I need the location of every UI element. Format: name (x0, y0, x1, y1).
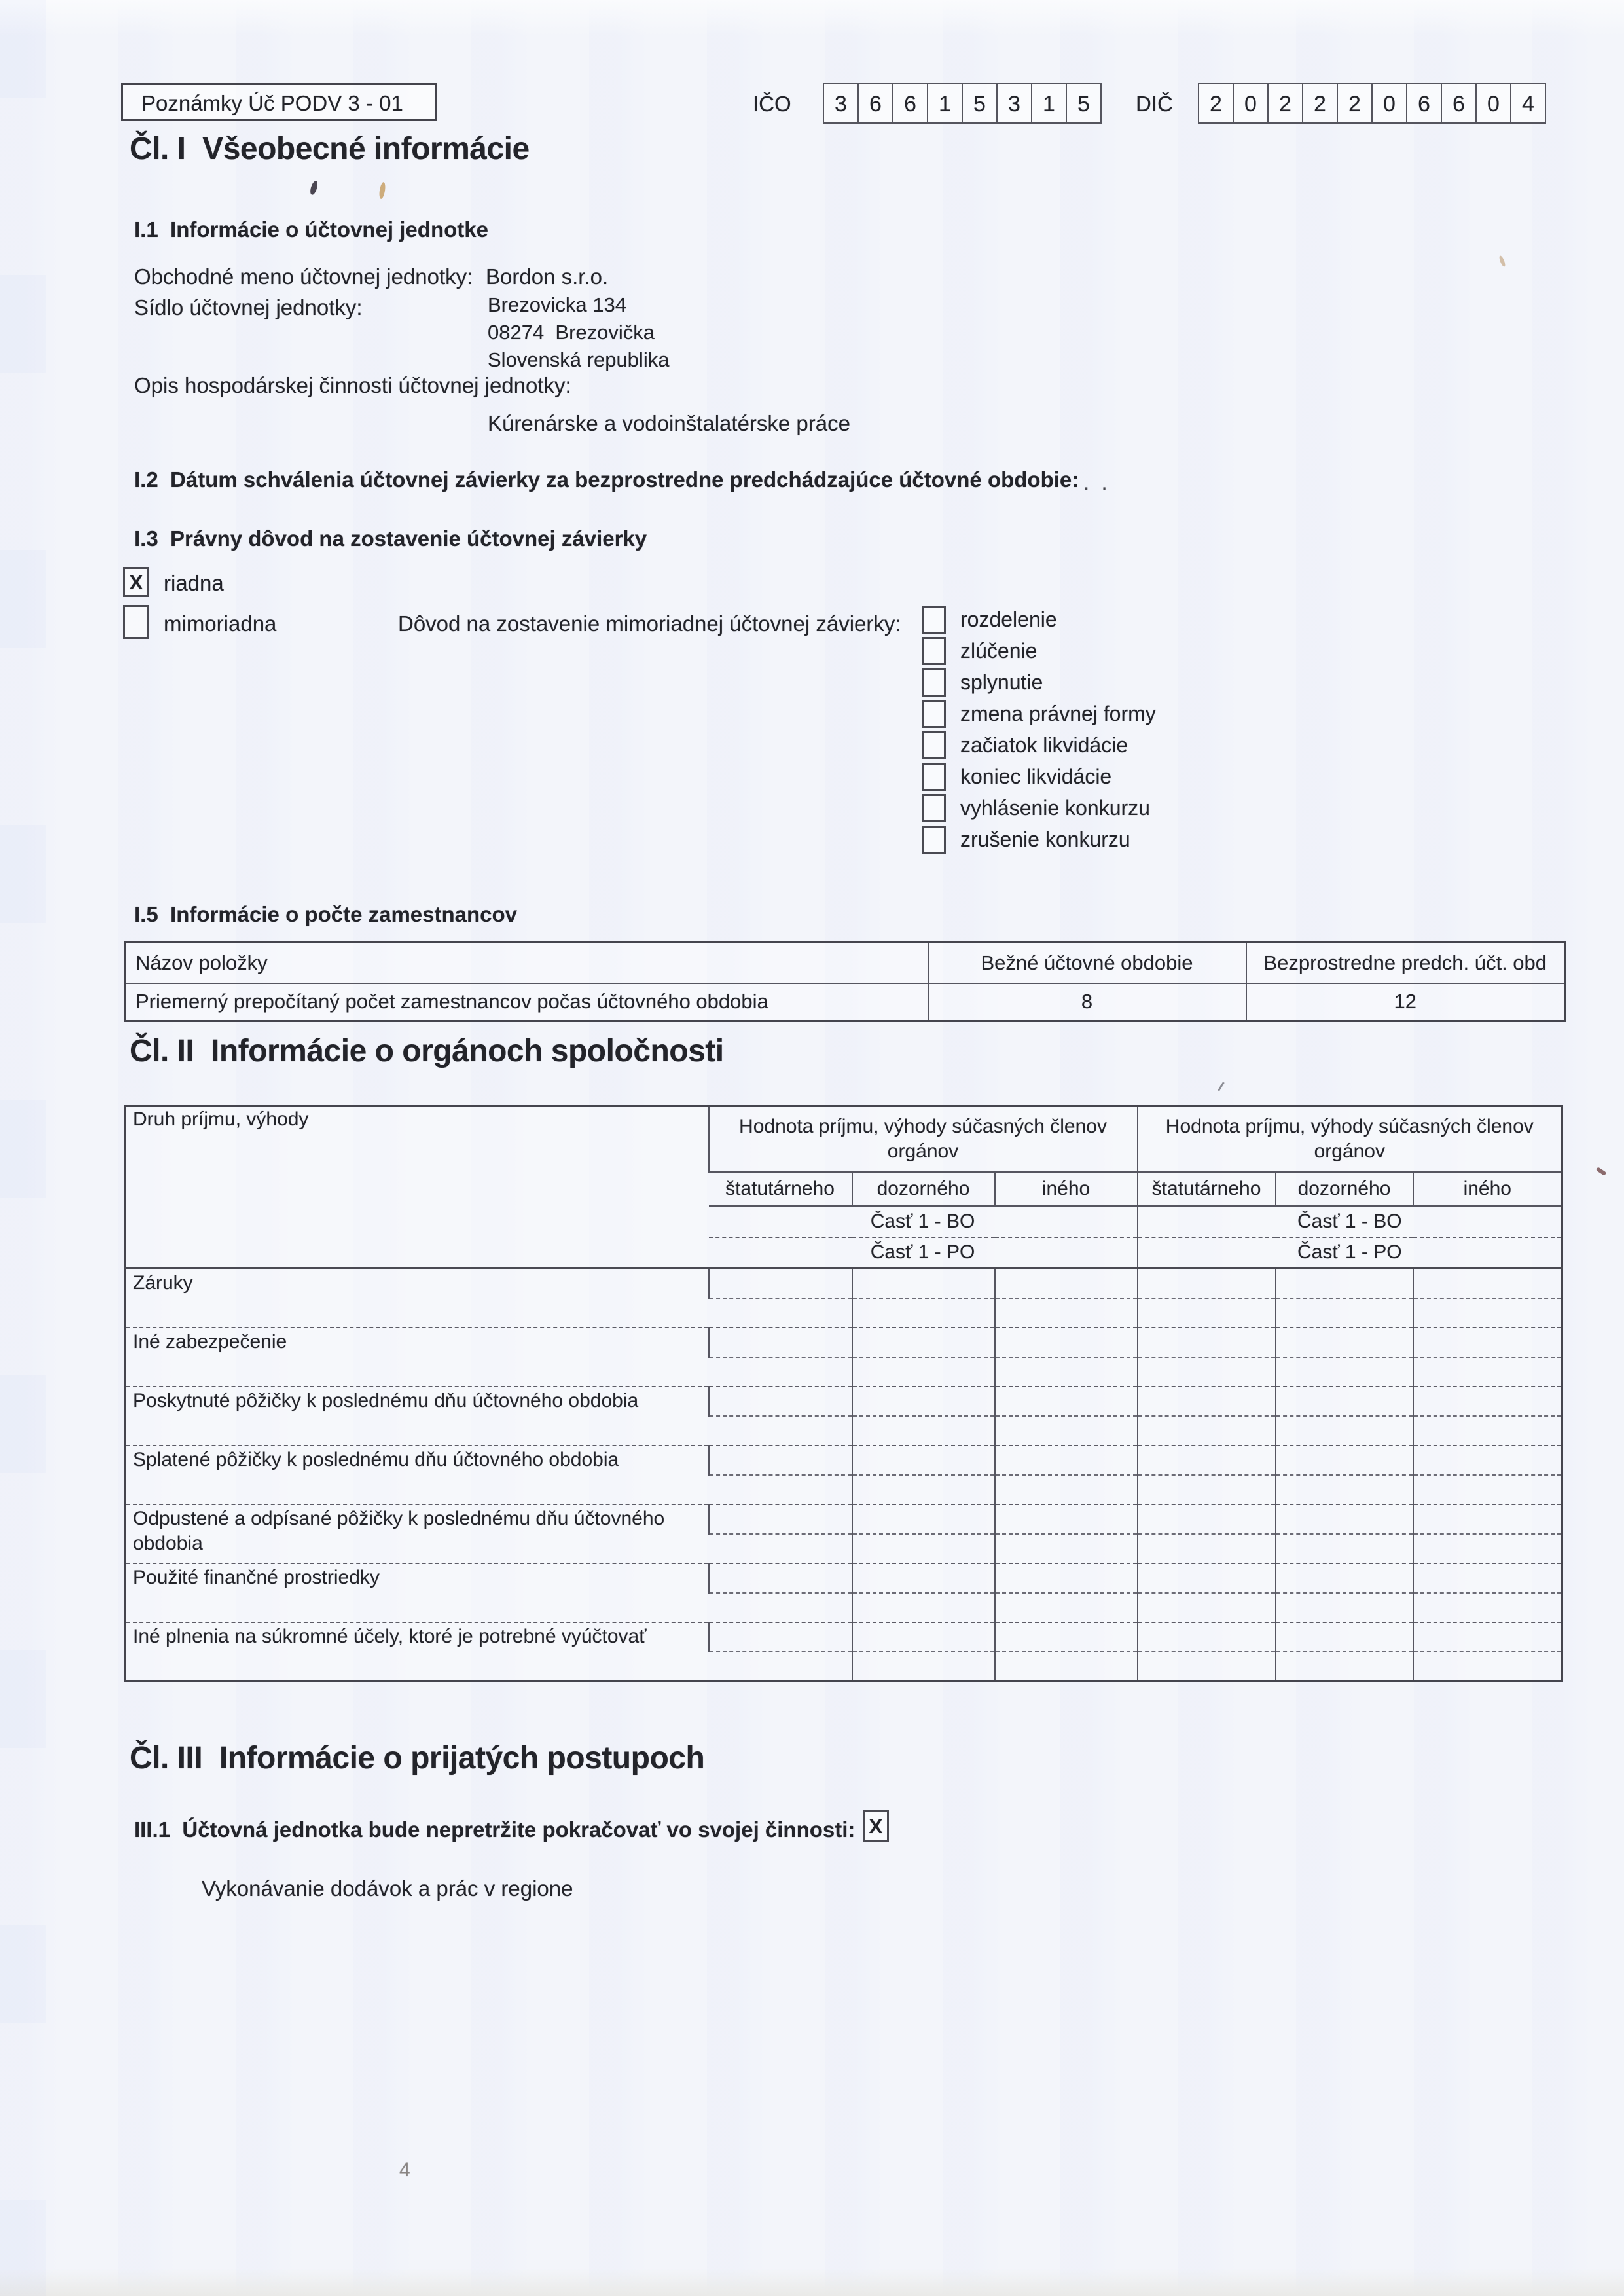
empty-cell (1276, 1475, 1413, 1504)
seat-line: Brezovicka 134 (488, 293, 626, 316)
empty-cell (1138, 1328, 1276, 1357)
tan-fleck-artifact (378, 182, 386, 200)
empty-cell (995, 1504, 1138, 1534)
empty-cell (709, 1534, 852, 1563)
sub-header: dozorného (1276, 1172, 1413, 1206)
table-row (126, 1622, 1562, 1652)
table-row (126, 1269, 1562, 1298)
seat-line: Slovenská republika (488, 348, 670, 371)
mimoriadna-checkbox (123, 605, 149, 639)
ico-digit-cell: 3 (823, 83, 859, 124)
empty-cell (1276, 1622, 1413, 1652)
section1-5-heading: I.5 Informácie o počte zamestnancov (134, 902, 518, 926)
empty-cell (709, 1387, 852, 1416)
empty-cell (1138, 1387, 1276, 1416)
empty-cell (1138, 1269, 1276, 1298)
ink-mark-artifact (309, 180, 318, 196)
sub-header: dozorného (852, 1172, 995, 1206)
reason-checkbox (922, 763, 946, 791)
reason-label: koniec likvidácie (960, 765, 1112, 788)
row-label: Záruky (126, 1269, 709, 1328)
empty-cell (1138, 1622, 1276, 1652)
empty-cell (1276, 1593, 1413, 1622)
empty-cell (852, 1622, 995, 1652)
empty-cell (1276, 1563, 1413, 1593)
employees-col2-header: Bežné účtovné obdobie (928, 943, 1246, 983)
ico-digit-cell: 6 (857, 83, 893, 124)
empty-cell (1413, 1269, 1562, 1298)
reason-row (922, 637, 1156, 665)
part-bo-label: Časť 1 - BO (1138, 1206, 1562, 1237)
empty-cell (1276, 1534, 1413, 1563)
row-label: Iné zabezpečenie (126, 1328, 709, 1387)
dic-digit-cell: 2 (1198, 83, 1234, 124)
empty-cell (852, 1446, 995, 1475)
reason-label: začiatok likvidácie (960, 733, 1128, 757)
row-label: Použité finančné prostriedky (126, 1563, 709, 1622)
reason-row (922, 700, 1156, 728)
section1-2-heading: I.2 Dátum schválenia účtovnej závierky za bezprostredne predchádzajúce účtovné obdobie: (134, 467, 1079, 492)
reason-checkbox (922, 826, 946, 854)
part-po-label: Časť 1 - PO (709, 1237, 1138, 1269)
dic-label: DIČ (1136, 92, 1173, 116)
riadna-label: riadna (164, 571, 224, 595)
pencil-page-mark: 4 (399, 2159, 410, 2181)
empty-cell (852, 1652, 995, 1681)
dic-digit-cell: 0 (1475, 83, 1511, 124)
empty-cell (1276, 1446, 1413, 1475)
dic-digit-cell: 6 (1406, 83, 1442, 124)
ico-digit-cell: 3 (996, 83, 1032, 124)
empty-cell (995, 1298, 1138, 1328)
x-mark: X (129, 571, 143, 594)
brown-speck-artifact (1498, 255, 1506, 268)
sub-header: štatutárneho (1138, 1172, 1276, 1206)
activity-value: Kúrenárske a vodoinštalatérske práce (488, 411, 850, 435)
reason-checkbox (922, 731, 946, 759)
sub-header: iného (995, 1172, 1138, 1206)
empty-cell (1413, 1622, 1562, 1652)
empty-cell (1413, 1416, 1562, 1446)
reason-label: vyhlásenie konkurzu (960, 796, 1150, 820)
seat-address-block (488, 291, 669, 374)
ico-digit-boxes (823, 83, 1102, 124)
empty-cell (852, 1504, 995, 1534)
reason-checkbox (922, 794, 946, 822)
reason-row (922, 606, 1156, 634)
empty-cell (1276, 1387, 1413, 1416)
empty-cell (709, 1475, 852, 1504)
empty-cell (709, 1652, 852, 1681)
empty-cell (709, 1357, 852, 1387)
empty-cell (709, 1563, 852, 1593)
empty-cell (995, 1534, 1138, 1563)
x-mark: X (869, 1815, 883, 1838)
sub-header: štatutárneho (709, 1172, 852, 1206)
red-dash-artifact (1596, 1167, 1607, 1176)
empty-cell (1413, 1298, 1562, 1328)
reason-row (922, 668, 1156, 697)
empty-cell (1138, 1298, 1276, 1328)
empty-cell (852, 1475, 995, 1504)
empty-cell (1138, 1563, 1276, 1593)
ico-digit-cell: 1 (927, 83, 963, 124)
riadna-checkbox (123, 567, 149, 597)
dic-digit-cell: 2 (1337, 83, 1373, 124)
row-label: Odpustené a odpísané pôžičky k poslednému dňu účtovného obdobia (126, 1504, 709, 1563)
reason-row (922, 794, 1156, 822)
empty-cell (852, 1534, 995, 1563)
empty-cell (995, 1357, 1138, 1387)
company-bodies-table (124, 1105, 1563, 1682)
ico-digit-cell: 5 (1066, 83, 1102, 124)
continuation-note: Vykonávanie dodávok a prác v regione (202, 1876, 573, 1901)
empty-cell (852, 1563, 995, 1593)
dic-digit-cell: 0 (1233, 83, 1269, 124)
empty-cell (852, 1298, 995, 1328)
empty-cell (1276, 1504, 1413, 1534)
group1-header: Hodnota príjmu, výhody súčasných členov orgánov (709, 1106, 1138, 1172)
empty-cell (995, 1622, 1138, 1652)
employees-row-label: Priemerný prepočítaný počet zamestnancov počas účtovného obdobia (126, 983, 928, 1021)
empty-cell (1413, 1387, 1562, 1416)
empty-cell (1276, 1269, 1413, 1298)
reason-checkbox (922, 668, 946, 697)
empty-cell (1413, 1475, 1562, 1504)
scan-streak-artifact (0, 0, 46, 2296)
dic-digit-cell: 4 (1510, 83, 1546, 124)
ico-digit-cell: 5 (962, 83, 998, 124)
empty-cell (709, 1298, 852, 1328)
empty-cell (852, 1269, 995, 1298)
empty-cell (995, 1446, 1138, 1475)
empty-cell (995, 1387, 1138, 1416)
reason-label: splynutie (960, 670, 1043, 694)
empty-cell (1138, 1446, 1276, 1475)
mimoriadna-label: mimoriadna (164, 611, 277, 636)
empty-cell (1276, 1652, 1413, 1681)
reason-label: zlúčenie (960, 639, 1038, 663)
empty-cell (1138, 1652, 1276, 1681)
extraordinary-reason-label: Dôvod na zostavenie mimoriadnej účtovnej závierky: (398, 611, 901, 636)
reason-row (922, 731, 1156, 759)
form-code-box: Poznámky Úč PODV 3 - 01 (121, 83, 437, 121)
reason-label: zmena právnej formy (960, 702, 1156, 725)
seat-line: 08274 Brezovička (488, 321, 655, 344)
empty-cell (852, 1328, 995, 1357)
empty-cell (1138, 1504, 1276, 1534)
group-header-row (126, 1106, 1562, 1172)
dic-digit-cell: 2 (1267, 83, 1303, 124)
table-row (126, 1387, 1562, 1416)
empty-cell (852, 1593, 995, 1622)
empty-cell (1276, 1357, 1413, 1387)
empty-cell (1413, 1328, 1562, 1357)
dic-digit-boxes (1198, 83, 1546, 124)
employees-header-row (126, 943, 1565, 983)
section1-3-heading: I.3 Právny dôvod na zostavenie účtovnej závierky (134, 526, 647, 551)
empty-cell (1276, 1298, 1413, 1328)
empty-cell (709, 1446, 852, 1475)
section1-title: Čl. I Všeobecné informácie (130, 132, 530, 166)
part-bo-label: Časť 1 - BO (709, 1206, 1138, 1237)
reason-checkbox (922, 637, 946, 665)
empty-cell (1413, 1563, 1562, 1593)
dic-digit-cell: 0 (1371, 83, 1407, 124)
business-name-value: Bordon s.r.o. (486, 264, 609, 289)
row-label: Iné plnenia na súkromné účely, ktoré je potrebné vyúčtovať (126, 1622, 709, 1681)
empty-cell (709, 1593, 852, 1622)
empty-cell (1413, 1446, 1562, 1475)
activity-label: Opis hospodárskej činnosti účtovnej jednotky: (134, 373, 571, 397)
seat-label: Sídlo účtovnej jednotky: (134, 295, 363, 319)
slash-mark-artifact (1218, 1082, 1224, 1091)
empty-cell (709, 1504, 852, 1534)
empty-cell (852, 1387, 995, 1416)
empty-cell (852, 1416, 995, 1446)
empty-cell (709, 1328, 852, 1357)
ico-digit-cell: 6 (892, 83, 928, 124)
section3-title: Čl. III Informácie o prijatých postupoch (130, 1741, 705, 1776)
employees-col1-header: Názov položky (126, 943, 928, 983)
dic-digit-cell: 2 (1302, 83, 1338, 124)
reason-label: rozdelenie (960, 608, 1057, 631)
reason-checkbox (922, 606, 946, 634)
ico-digit-cell: 1 (1031, 83, 1067, 124)
empty-cell (1138, 1416, 1276, 1446)
empty-cell (995, 1328, 1138, 1357)
empty-cell (1413, 1504, 1562, 1534)
reason-checkbox (922, 700, 946, 728)
empty-cell (1138, 1357, 1276, 1387)
employees-data-row (126, 983, 1565, 1021)
empty-cell (709, 1269, 852, 1298)
section3-1-text: III.1 Účtovná jednotka bude nepretržite pokračovať vo svojej činnosti: (134, 1817, 856, 1842)
reason-checkbox-list (922, 606, 1156, 857)
empty-cell (1138, 1593, 1276, 1622)
dic-digit-cell: 6 (1441, 83, 1477, 124)
table-row (126, 1446, 1562, 1475)
empty-cell (995, 1269, 1138, 1298)
ico-label: IČO (753, 92, 791, 116)
table-row (126, 1328, 1562, 1357)
business-name-label: Obchodné meno účtovnej jednotky: (134, 264, 473, 289)
approval-date-value: . . (1083, 470, 1108, 494)
table-row (126, 1504, 1562, 1534)
reason-label: zrušenie konkurzu (960, 828, 1130, 851)
empty-cell (1276, 1416, 1413, 1446)
table-row (126, 1563, 1562, 1593)
empty-cell (1276, 1328, 1413, 1357)
empty-cell (1413, 1534, 1562, 1563)
empty-cell (1413, 1357, 1562, 1387)
section1-1-heading: I.1 Informácie o účtovnej jednotke (134, 217, 488, 242)
empty-cell (1413, 1593, 1562, 1622)
empty-cell (995, 1475, 1138, 1504)
reason-row (922, 826, 1156, 854)
row-label: Poskytnuté pôžičky k poslednému dňu účtovného obdobia (126, 1387, 709, 1446)
empty-cell (995, 1563, 1138, 1593)
empty-cell (709, 1622, 852, 1652)
employees-col3-header: Bezprostredne predch. účt. obd (1246, 943, 1565, 983)
sub-header: iného (1413, 1172, 1562, 1206)
empty-cell (1413, 1652, 1562, 1681)
empty-cell (709, 1416, 852, 1446)
continuation-checkbox (863, 1810, 889, 1842)
empty-cell (995, 1652, 1138, 1681)
empty-cell (1138, 1475, 1276, 1504)
row-label: Splatené pôžičky k poslednému dňu účtovného obdobia (126, 1446, 709, 1504)
empty-cell (995, 1593, 1138, 1622)
employees-current-value: 8 (928, 983, 1246, 1021)
col1-header: Druh príjmu, výhody (126, 1106, 709, 1269)
empty-cell (852, 1357, 995, 1387)
section2-title: Čl. II Informácie o orgánoch spoločnosti (130, 1034, 724, 1068)
group2-header: Hodnota príjmu, výhody súčasných členov orgánov (1138, 1106, 1562, 1172)
empty-cell (995, 1416, 1138, 1446)
empty-cell (1138, 1534, 1276, 1563)
employees-previous-value: 12 (1246, 983, 1565, 1021)
employees-table (124, 941, 1566, 1022)
part-po-label: Časť 1 - PO (1138, 1237, 1562, 1269)
reason-row (922, 763, 1156, 791)
